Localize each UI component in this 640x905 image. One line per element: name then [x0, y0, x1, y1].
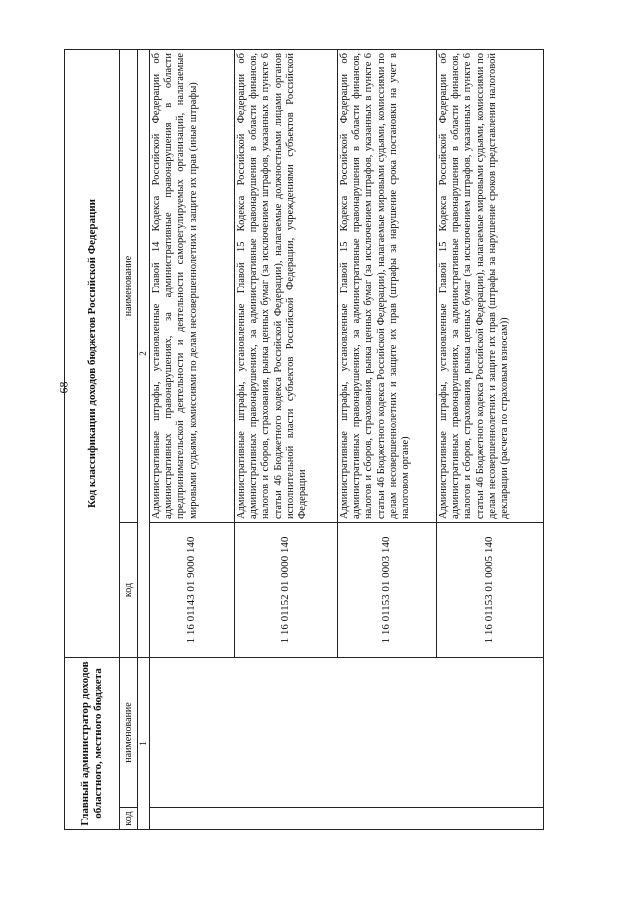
admin-name-cell — [149, 658, 543, 808]
class-code-cell: 1 16 01152 01 0000 140 — [234, 523, 337, 658]
header-row-groups — [65, 50, 120, 830]
column-number-1: 1 — [138, 658, 150, 830]
page-number: 68 — [56, 381, 71, 394]
admin-name-header: наименование — [120, 658, 138, 808]
class-name-cell: Административные штрафы, установленные Главой 15 Кодекса Российской Федерации об административных правонарушениях, за административные правонарушения в области финансов, налогов и сборов, страхования, рынка ценных бумаг (за исключением штрафов, указанных в пункте 6 статьи 46 Бюджетного кодекса Российской Федерации), налагаемые мировыми судьями, комиссиями по делам несовершеннолетних и защите их прав (штрафы за нарушение срока постановки на учет в налоговом органе) — [337, 50, 436, 523]
table-row — [149, 50, 234, 830]
classification-group-header: Код классификации доходов бюджетов Российской Федерации — [65, 50, 120, 658]
class-name-header: наименование — [120, 50, 138, 523]
class-code-cell: 1 16 01143 01 9000 140 — [149, 523, 234, 658]
class-name-cell: Административные штрафы, установленные Главой 14 Кодекса Российской Федерации об административных правонарушениях, за административные правонарушения в области предпринимательской деятельности и деятельности саморегулируемых организаций, налагаемые мировыми судьями, комиссиями по делам несовершеннолетних и защите их прав (иные штрафы) — [149, 50, 234, 523]
header-row-columns — [120, 50, 138, 830]
admin-code-header: код — [120, 808, 138, 830]
class-code-header: код — [120, 523, 138, 658]
revenue-classification-table-wrapper — [64, 50, 544, 830]
class-name-cell: Административные штрафы, установленные Главой 15 Кодекса Российской Федерации об административных правонарушениях, за административные правонарушения в области финансов, налогов и сборов, страхования, рынка ценных бумаг (за исключением штрафов, указанных в пункте 6 статьи 46 Бюджетного кодекса Российской Федерации), налагаемые должностными лицами органов исполнительной власти субъектов Российской Федерации, учреждениями субъектов Российской Федерации — [234, 50, 337, 523]
revenue-classification-table — [64, 49, 544, 830]
admin-group-header: Главный администратор доходов областного, местного бюджета — [65, 658, 120, 830]
admin-code-cell — [149, 808, 543, 830]
header-row-numbers — [138, 50, 150, 830]
class-code-cell: 1 16 01153 01 0003 140 — [337, 523, 436, 658]
column-number-2: 2 — [138, 50, 150, 658]
class-code-cell: 1 16 01153 01 0005 140 — [436, 523, 543, 658]
class-name-cell: Административные штрафы, установленные Главой 15 Кодекса Российской Федерации об административных правонарушениях, за административные правонарушения в области финансов, налогов и сборов, страхования, рынка ценных бумаг (за исключением штрафов, указанных в пункте 6 статьи 46 Бюджетного кодекса Российской Федерации), налагаемые мировыми судьями, комиссиями по делам несовершеннолетних и защите их прав (штрафы за нарушение сроков представления налоговой декларации (расчета по страховым взносам)) — [436, 50, 543, 523]
